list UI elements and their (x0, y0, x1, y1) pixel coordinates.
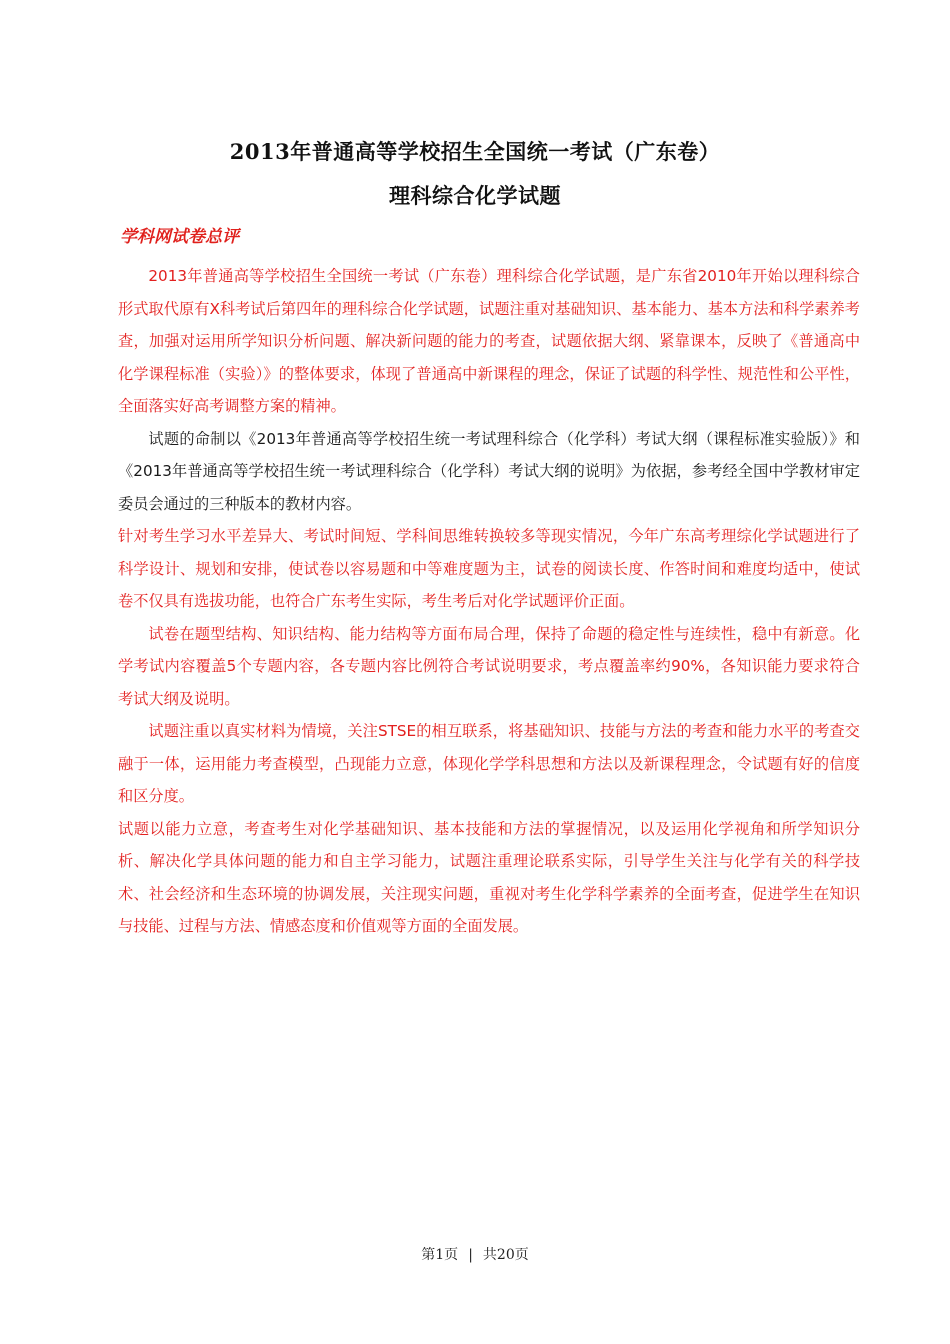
document-title: 2013年普通高等学校招生全国统一考试（广东卷） (229, 139, 721, 164)
document-subtitle: 理科综合化学试题 (389, 183, 561, 208)
paragraph-3: 针对考生学习水平差异大、考试时间短、学科间思维转换较多等现实情况，今年广东高考理综化学试题进行了科学设计、规划和安排，使试卷以容易题和中等难度题为主，试卷的阅读长度、作答时间和难度均适中，使试卷不仅具有选拔功能，也符合广东考生实际，考生考后对化学试题评价正面。 (118, 527, 860, 610)
section-heading: 学科网试卷总评 (120, 227, 239, 247)
footer-separator: | (468, 1247, 473, 1263)
paragraph-5: 试题注重以真实材料为情境，关注STSE的相互联系，将基础知识、技能与方法的考查和能力水平的考查交融于一体，运用能力考查模型，凸现能力立意，体现化学学科思想和方法以及新课程理念，令试题有好的信度和区分度。 (118, 722, 860, 805)
paragraph-2: 试题的命制以《2013年普通高等学校招生统一考试理科综合（化学科）考试大纲（课程标准实验版）》和《2013年普通高等学校招生统一考试理科综合（化学科）考试大纲的说明》为依据，参考经全国中学教材审定委员会通过的三种版本的教材内容。 (118, 429, 860, 513)
paragraph-4: 试卷在题型结构、知识结构、能力结构等方面布局合理，保持了命题的稳定性与连续性，稳中有新意。化学考试内容覆盖5个专题内容，各专题内容比例符合考试说明要求，考点覆盖率约90%，各知识能力要求符合考试大纲及说明。 (118, 624, 860, 708)
paragraph-6: 试题以能力立意，考查考生对化学基础知识、基本技能和方法的掌握情况，以及运用化学视角和所学知识分析、解决化学具体问题的能力和自主学习能力，试题注重理论联系实际，引导学生关注与化学有关的科学技术、社会经济和生态环境的协调发展，关注现实问题，重视对考生化学科学素养的全面考查，促进学生在知识与技能、过程与方法、情感态度和价值观等方面的全面发展。 (118, 819, 860, 935)
page-number: 第1页 (421, 1247, 459, 1263)
document-body (118, 260, 860, 943)
paragraph-1: 2013年普通高等学校招生全国统一考试（广东卷）理科综合化学试题，是广东省2010年开始以理科综合形式取代原有X科考试后第四年的理科综合化学试题，试题注重对基础知识、基本能力、基本方法和科学素养考查，加强对运用所学知识分析问题、解决新问题的能力的考查，试题依据大纲、紧靠课本，反映了《普通高中化学课程标准（实验）》的整体要求，体现了普通高中新课程的理念，保证了试题的科学性、规范性和公平性，全面落实好高考调整方案的精神。 (118, 267, 860, 415)
page-footer (0, 1244, 950, 1264)
page-total: 共20页 (482, 1247, 529, 1263)
